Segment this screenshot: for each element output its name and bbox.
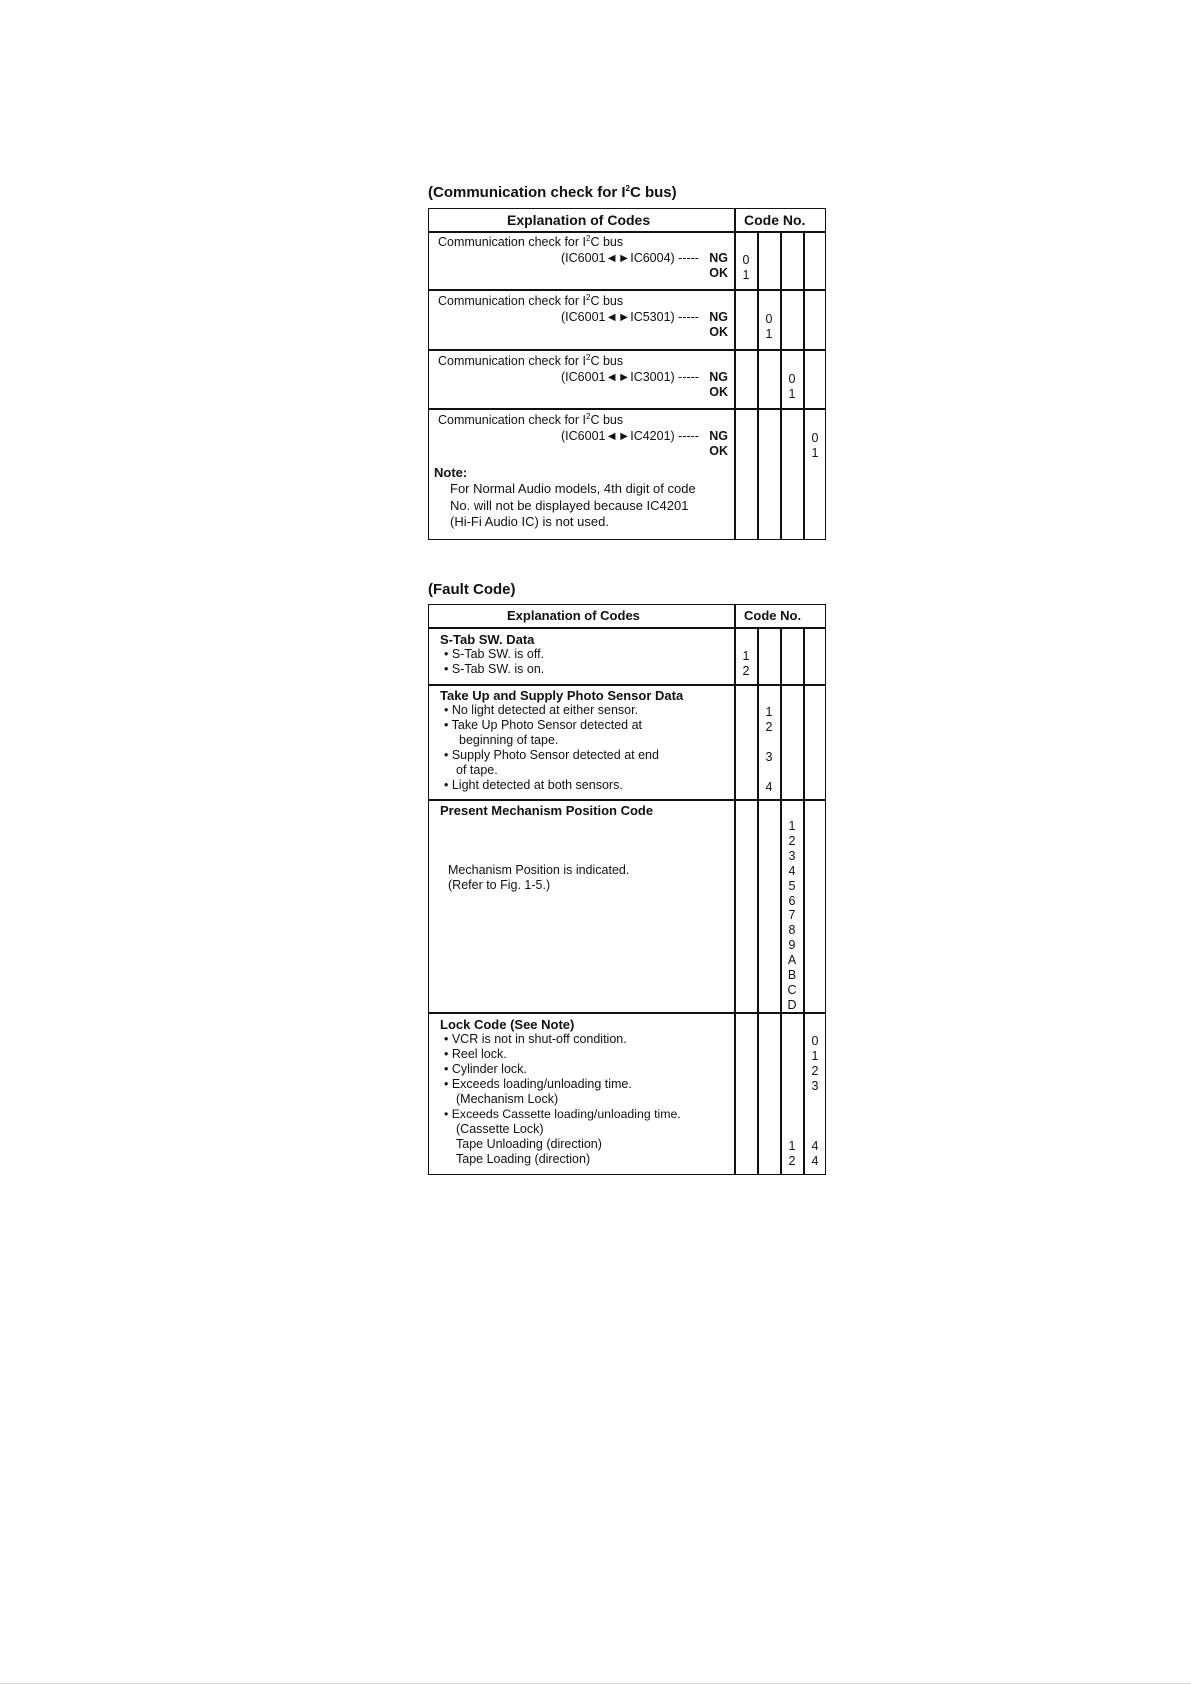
photo-line: of tape. [456, 763, 498, 777]
code-digit: 7 [788, 908, 796, 923]
row-path: (IC6001◄►IC6004) ----- [561, 251, 699, 265]
mechanism-lines: Mechanism Position is indicated. (Refer to Fig. 1-5.) [448, 863, 630, 892]
code-digit: 2 [811, 1064, 819, 1078]
table-rule [429, 684, 825, 686]
code-digit: 1 [811, 1049, 819, 1063]
code-digit: 6 [788, 893, 796, 908]
row-label: Communication check for $I^2C$ bus [438, 411, 624, 427]
photo-line: • Take Up Photo Sensor detected at [444, 718, 643, 732]
photo-line: • Supply Photo Sensor detected at end [444, 748, 659, 762]
ng-label: NG [709, 370, 728, 384]
lock-line: (Mechanism Lock) [456, 1092, 559, 1106]
code-digit: B [787, 968, 797, 983]
code-digit: 0 [742, 253, 750, 267]
code-digit: 1 [788, 387, 796, 401]
i2c-code-table [428, 208, 826, 540]
ng-label: NG [709, 429, 728, 443]
mechanism-code-column [781, 819, 803, 1013]
code-digit: 0 [811, 431, 819, 445]
code-digit: 1 [742, 268, 750, 282]
stab-heading: S-Tab SW. Data [440, 632, 535, 647]
table-rule [429, 349, 825, 351]
code-digit: C [787, 982, 797, 997]
lock-line: • Exceeds Cassette loading/unloading time. [444, 1107, 681, 1121]
code-digit: 0 [765, 312, 773, 326]
code-digit: A [787, 953, 797, 968]
mechanism-heading: Present Mechanism Position Code [440, 803, 654, 818]
table-rule [429, 799, 825, 801]
code-digit: 3 [811, 1079, 819, 1093]
table-rule [429, 1012, 825, 1014]
code-digit: 1 [765, 705, 773, 719]
photo-line: • Light detected at both sensors. [444, 778, 623, 792]
code-digit: 2 [742, 664, 750, 678]
row-path: (IC6001◄►IC5301) ----- [561, 310, 699, 324]
code-digit: 1 [788, 1139, 796, 1153]
page-edge-line [0, 1683, 1191, 1684]
ok-label: OK [709, 266, 728, 280]
code-digit: 8 [788, 923, 796, 938]
code-digit: 3 [788, 848, 796, 863]
table-rule [429, 408, 825, 410]
note-label: Note: [434, 465, 468, 480]
row-path: (IC6001◄►IC4201) ----- [561, 429, 699, 443]
photo-heading: Take Up and Supply Photo Sensor Data [440, 688, 684, 703]
code-digit: 1 [765, 327, 773, 341]
code-digit: 4 [765, 780, 773, 794]
code-digit: 2 [788, 1154, 796, 1168]
note-text: For Normal Audio models, 4th digit of code No. will not be displayed because IC4201 (Hi-Fi Audio IC) is not used. [450, 481, 696, 529]
ok-label: OK [709, 444, 728, 458]
lock-line: • VCR is not in shut-off condition. [444, 1032, 627, 1046]
table-rule [429, 289, 825, 291]
ng-label: NG [709, 310, 728, 324]
code-digit: 5 [788, 878, 796, 893]
row-path: (IC6001◄►IC3001) ----- [561, 370, 699, 384]
code-digit: D [787, 997, 797, 1012]
ng-label: NG [709, 251, 728, 265]
code-digit: 3 [765, 750, 773, 764]
row-label: Communication check for $I^2C$ bus [438, 292, 624, 308]
code-digit: 2 [788, 833, 796, 848]
code-digit: 4 [788, 863, 796, 878]
fault-section-title: (Fault Code) [428, 581, 516, 598]
header-explanation: Explanation of Codes [507, 212, 651, 228]
table-divider [734, 605, 736, 1174]
table-rule [429, 231, 825, 233]
header-explanation: Explanation of Codes [507, 608, 640, 623]
ok-label: OK [709, 325, 728, 339]
lock-line: (Cassette Lock) [456, 1122, 544, 1136]
lock-heading: Lock Code (See Note) [440, 1017, 575, 1032]
row-label: Communication check for $I^2C$ bus [438, 352, 624, 368]
header-code-no: Code No. [744, 212, 806, 228]
photo-line: beginning of tape. [459, 733, 559, 747]
code-digit: 4 [811, 1139, 819, 1153]
ok-label: OK [709, 385, 728, 399]
stab-lines: • S-Tab SW. is off. • S-Tab SW. is on. [444, 647, 545, 676]
code-digit: 2 [765, 720, 773, 734]
lock-line: Tape Unloading (direction) [456, 1137, 602, 1151]
lock-line: • Reel lock. [444, 1047, 507, 1061]
i2c-section-title: (Communication check for $I^2C$ bus) [428, 184, 677, 201]
table-rule [429, 627, 825, 629]
code-digit: 0 [811, 1034, 819, 1048]
code-digit: 1 [742, 649, 750, 663]
fault-code-table [428, 604, 826, 1175]
lock-line: • Exceeds loading/unloading time. [444, 1077, 632, 1091]
code-digit: 9 [788, 938, 796, 953]
lock-line: Tape Loading (direction) [456, 1152, 591, 1166]
code-digit: 1 [788, 819, 796, 833]
row-label: Communication check for $I^2C$ bus [438, 233, 624, 249]
code-digit: 1 [811, 446, 819, 460]
header-code-no: Code No. [744, 608, 802, 623]
table-divider [757, 232, 759, 539]
code-digit: 4 [811, 1154, 819, 1168]
lock-line: • Cylinder lock. [444, 1062, 527, 1076]
photo-line: • No light detected at either sensor. [444, 703, 639, 717]
code-digit: 0 [788, 372, 796, 386]
table-divider [803, 232, 805, 539]
